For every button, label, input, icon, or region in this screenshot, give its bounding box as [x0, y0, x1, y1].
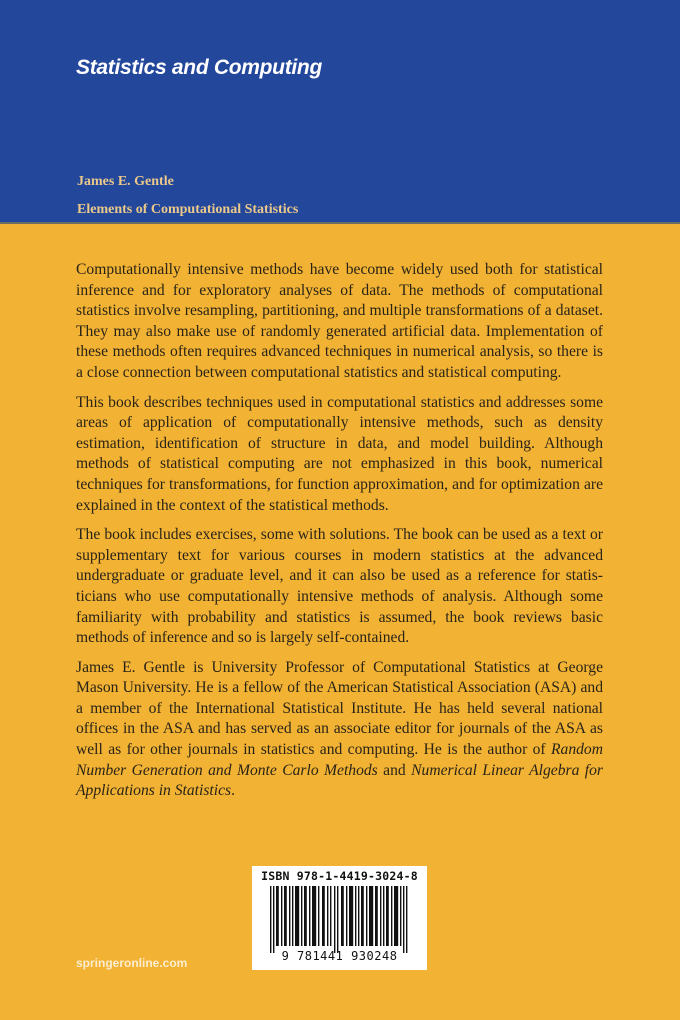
- bio-joiner: and: [377, 761, 412, 779]
- bio-book-1: Random Number Generation and Monte Carlo Methods: [76, 741, 603, 779]
- blurb-paragraph-2: This book describes techniques used in computational statistics and addresses some areas of application of computationally intensive methods, such as density estimation, identification of structure in data, and model building. Although methods of statistical computing are not emphasized in this book, numerical techniques for transformations, for function approximation, and for optimization are explained in the context of the statistical methods.: [76, 393, 603, 514]
- band-divider: [0, 222, 680, 224]
- book-title: Elements of Computational Statistics: [77, 202, 299, 217]
- isbn-label: ISBN 978-1-4419-3024-8: [261, 869, 418, 883]
- bio-end: .: [231, 782, 235, 800]
- ean-digits: 9 781441 930248: [281, 949, 398, 963]
- series-title: Statistics and Computing: [76, 56, 322, 79]
- author-name: James E. Gentle: [77, 174, 174, 189]
- author-bio: [76, 658, 603, 802]
- bio-text: James E. Gentle is University Professor of Computational Statistics at George Mason University. He is a fellow of the American Statistical Association (ASA) and a member of the International Statistical Institute. He has held several national offices in the ASA and has served as an associate editor for journals of the ASA as well as for other journals in statistics and computing. He is the author of: [76, 658, 603, 759]
- blurb-paragraph-3: The book includes exercises, some with solutions. The book can be used as a text or supplementary text for various courses in modern statistics at the advanced undergraduate or graduate level, and it can also be used as a reference for statisticians who use computationally intensive methods of analysis. Although some familiarity with probability and statistics is assumed, the book reviews basic methods of inference and so is largely self-contained.: [76, 526, 603, 647]
- bio-book-2: Numerical Linear Algebra for Applications in Statistics: [76, 761, 603, 800]
- barcode-icon: [264, 886, 416, 953]
- back-cover-blurb: [76, 260, 603, 811]
- blurb-paragraph-1: Computationally intensive methods have become widely used both for statistical inference and for exploratory analyses of data. The methods of computational statistics involve resampling, partitioning, and multiple transformations of a dataset. They may also make use of randomly generated artificial data. Implementation of these methods often requires advanced techniques in numerical analysis, so there is a close connection between computational statistics and statistical computing.: [76, 261, 603, 381]
- publisher-website: springeronline.com: [76, 956, 188, 970]
- isbn-barcode: [252, 866, 427, 970]
